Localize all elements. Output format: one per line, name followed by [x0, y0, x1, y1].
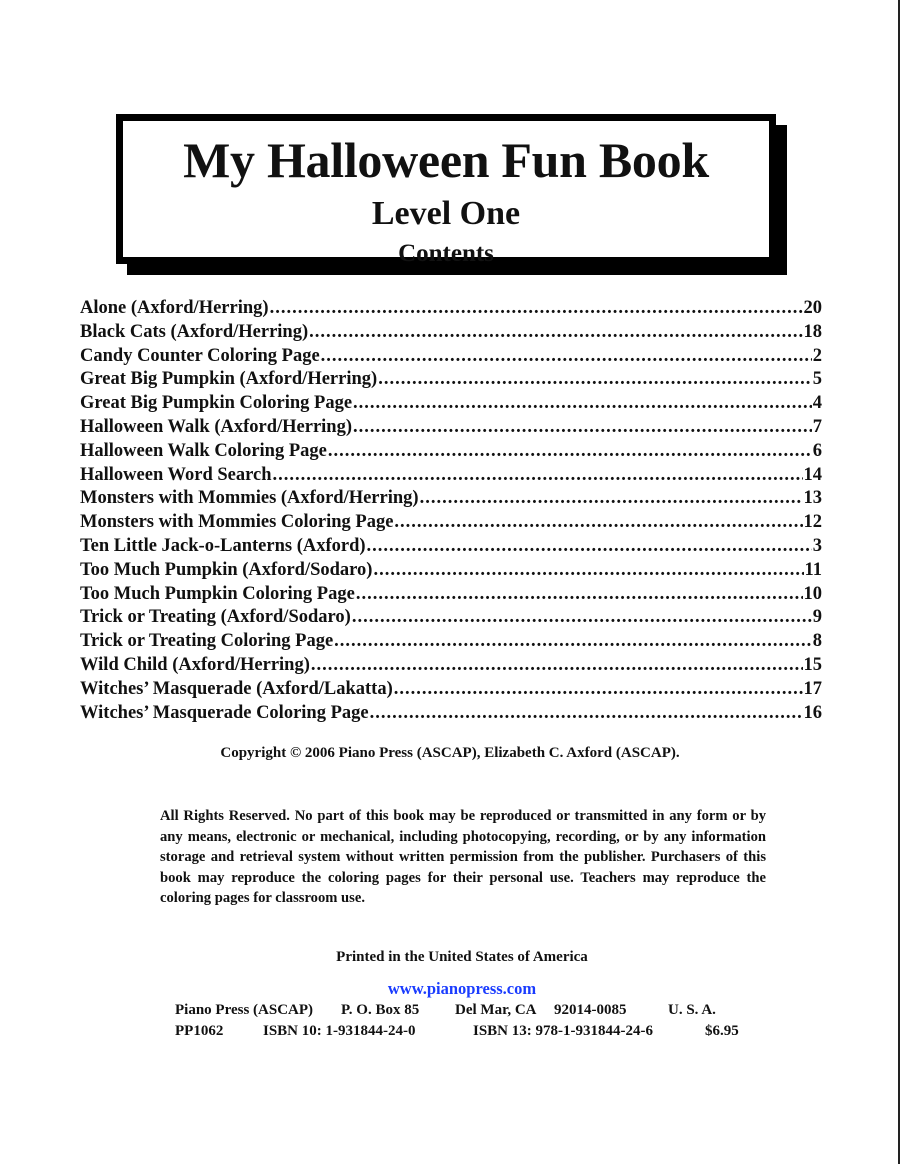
toc-row — [80, 512, 822, 536]
toc-entry-title: Trick or Treating Coloring Page — [80, 631, 334, 652]
toc-entry-title: Ten Little Jack-o-Lanterns (Axford) — [80, 535, 366, 556]
toc-row — [80, 560, 822, 584]
publisher-name: Piano Press (ASCAP) — [175, 1002, 314, 1018]
toc-entry-page: 2 — [812, 345, 822, 366]
toc-dot-leader — [311, 655, 803, 676]
toc-entry-title: Alone (Axford/Herring) — [80, 298, 269, 318]
copyright-notice: Copyright © 2006 Piano Press (ASCAP), Elizabeth C. Axford (ASCAP). — [220, 745, 680, 761]
toc-entry-title: Monsters with Mommies Coloring Page — [80, 512, 394, 533]
toc-entry-page: 10 — [803, 583, 822, 604]
toc-entry-page: 16 — [803, 702, 822, 723]
toc-row — [80, 417, 822, 441]
toc-dot-leader — [378, 369, 812, 390]
toc-entry-page: 14 — [803, 464, 822, 485]
toc-row — [80, 536, 822, 560]
po-box: P. O. Box 85 — [341, 1002, 420, 1018]
zip-code: 92014-0085 — [554, 1002, 627, 1018]
toc-entry-title: Halloween Walk (Axford/Herring) — [80, 416, 352, 437]
toc-row — [80, 655, 822, 679]
toc-row — [80, 703, 822, 727]
toc-dot-leader — [356, 584, 803, 605]
toc-dot-leader — [309, 322, 802, 343]
toc-dot-leader — [420, 488, 803, 509]
toc-dot-leader — [394, 679, 803, 700]
toc-entry-title: Too Much Pumpkin Coloring Page — [80, 583, 355, 604]
isbn-10: ISBN 10: 1-931844-24-0 — [263, 1023, 416, 1039]
price: $6.95 — [705, 1023, 739, 1039]
toc-row — [80, 631, 822, 655]
toc-dot-leader — [328, 441, 812, 462]
toc-entry-title: Candy Counter Coloring Page — [80, 345, 320, 366]
toc-entry-title: Witches’ Masquerade (Axford/Lakatta) — [80, 678, 393, 699]
toc-entry-page: 7 — [812, 416, 822, 437]
toc-row — [80, 488, 822, 512]
toc-row — [80, 607, 822, 631]
toc-dot-leader — [370, 703, 803, 724]
toc-entry-title: Halloween Word Search — [80, 464, 272, 485]
toc-row — [80, 584, 822, 608]
toc-entry-page: 4 — [812, 393, 822, 414]
toc-dot-leader — [367, 536, 812, 557]
table-of-contents — [80, 298, 822, 726]
toc-entry-title: Too Much Pumpkin (Axford/Sodaro) — [80, 559, 373, 580]
printed-in-notice: Printed in the United States of America — [336, 949, 588, 965]
toc-entry-title: Great Big Pumpkin (Axford/Herring) — [80, 369, 378, 390]
toc-row — [80, 369, 822, 393]
toc-entry-title: Black Cats (Axford/Herring) — [80, 321, 309, 342]
toc-dot-leader — [394, 512, 802, 533]
website-link[interactable]: www.pianopress.com — [387, 979, 537, 998]
toc-entry-title: Great Big Pumpkin Coloring Page — [80, 393, 353, 414]
toc-entry-title: Halloween Walk Coloring Page — [80, 440, 327, 461]
toc-dot-leader — [353, 393, 812, 414]
contents-heading: Contents — [398, 240, 494, 267]
book-level: Level One — [371, 195, 521, 232]
toc-entry-page: 12 — [803, 512, 822, 533]
toc-row — [80, 679, 822, 703]
toc-entry-page: 8 — [812, 631, 822, 652]
book-title: My Halloween Fun Book — [183, 132, 709, 188]
toc-dot-leader — [270, 298, 803, 319]
toc-entry-page: 3 — [812, 535, 822, 556]
toc-dot-leader — [373, 560, 803, 581]
isbn-13: ISBN 13: 978-1-931844-24-6 — [473, 1023, 653, 1039]
publisher-address — [175, 1002, 716, 1019]
toc-entry-title: Trick or Treating (Axford/Sodaro) — [80, 607, 351, 628]
product-code: PP1062 — [175, 1023, 224, 1039]
toc-entry-page: 13 — [803, 488, 822, 509]
toc-row — [80, 465, 822, 489]
toc-dot-leader — [334, 631, 812, 652]
toc-row — [80, 298, 822, 322]
toc-entry-page: 18 — [803, 321, 822, 342]
city: Del Mar, CA — [455, 1002, 537, 1018]
rights-paragraph: All Rights Reserved. No part of this book may be reproduced or transmitted in any form or by any means, electronic or mechanical, including photocopying, recording, or by any information storage and retrieval system without written permission from the publisher. Purchasers of this book may reproduce the coloring pages for their personal use. Teachers may reproduce the coloring pages for classroom use. — [160, 808, 766, 906]
isbn-line — [175, 1023, 739, 1040]
country: U. S. A. — [668, 1002, 716, 1018]
toc-dot-leader — [273, 465, 803, 486]
toc-row — [80, 346, 822, 370]
title-box — [116, 114, 776, 267]
toc-entry-page: 6 — [812, 440, 822, 461]
toc-entry-page: 11 — [804, 559, 822, 580]
toc-entry-page: 17 — [803, 678, 822, 699]
toc-dot-leader — [352, 607, 812, 628]
toc-entry-page: 9 — [812, 607, 822, 628]
toc-entry-title: Wild Child (Axford/Herring) — [80, 654, 310, 675]
toc-entry-title: Witches’ Masquerade Coloring Page — [80, 702, 369, 723]
toc-dot-leader — [353, 417, 812, 438]
toc-row — [80, 322, 822, 346]
toc-entry-page: 20 — [803, 298, 822, 318]
toc-row — [80, 393, 822, 417]
toc-entry-page: 5 — [812, 369, 822, 390]
toc-entry-title: Monsters with Mommies (Axford/Herring) — [80, 488, 419, 509]
toc-entry-page: 15 — [803, 654, 822, 675]
toc-row — [80, 441, 822, 465]
toc-dot-leader — [321, 346, 812, 367]
